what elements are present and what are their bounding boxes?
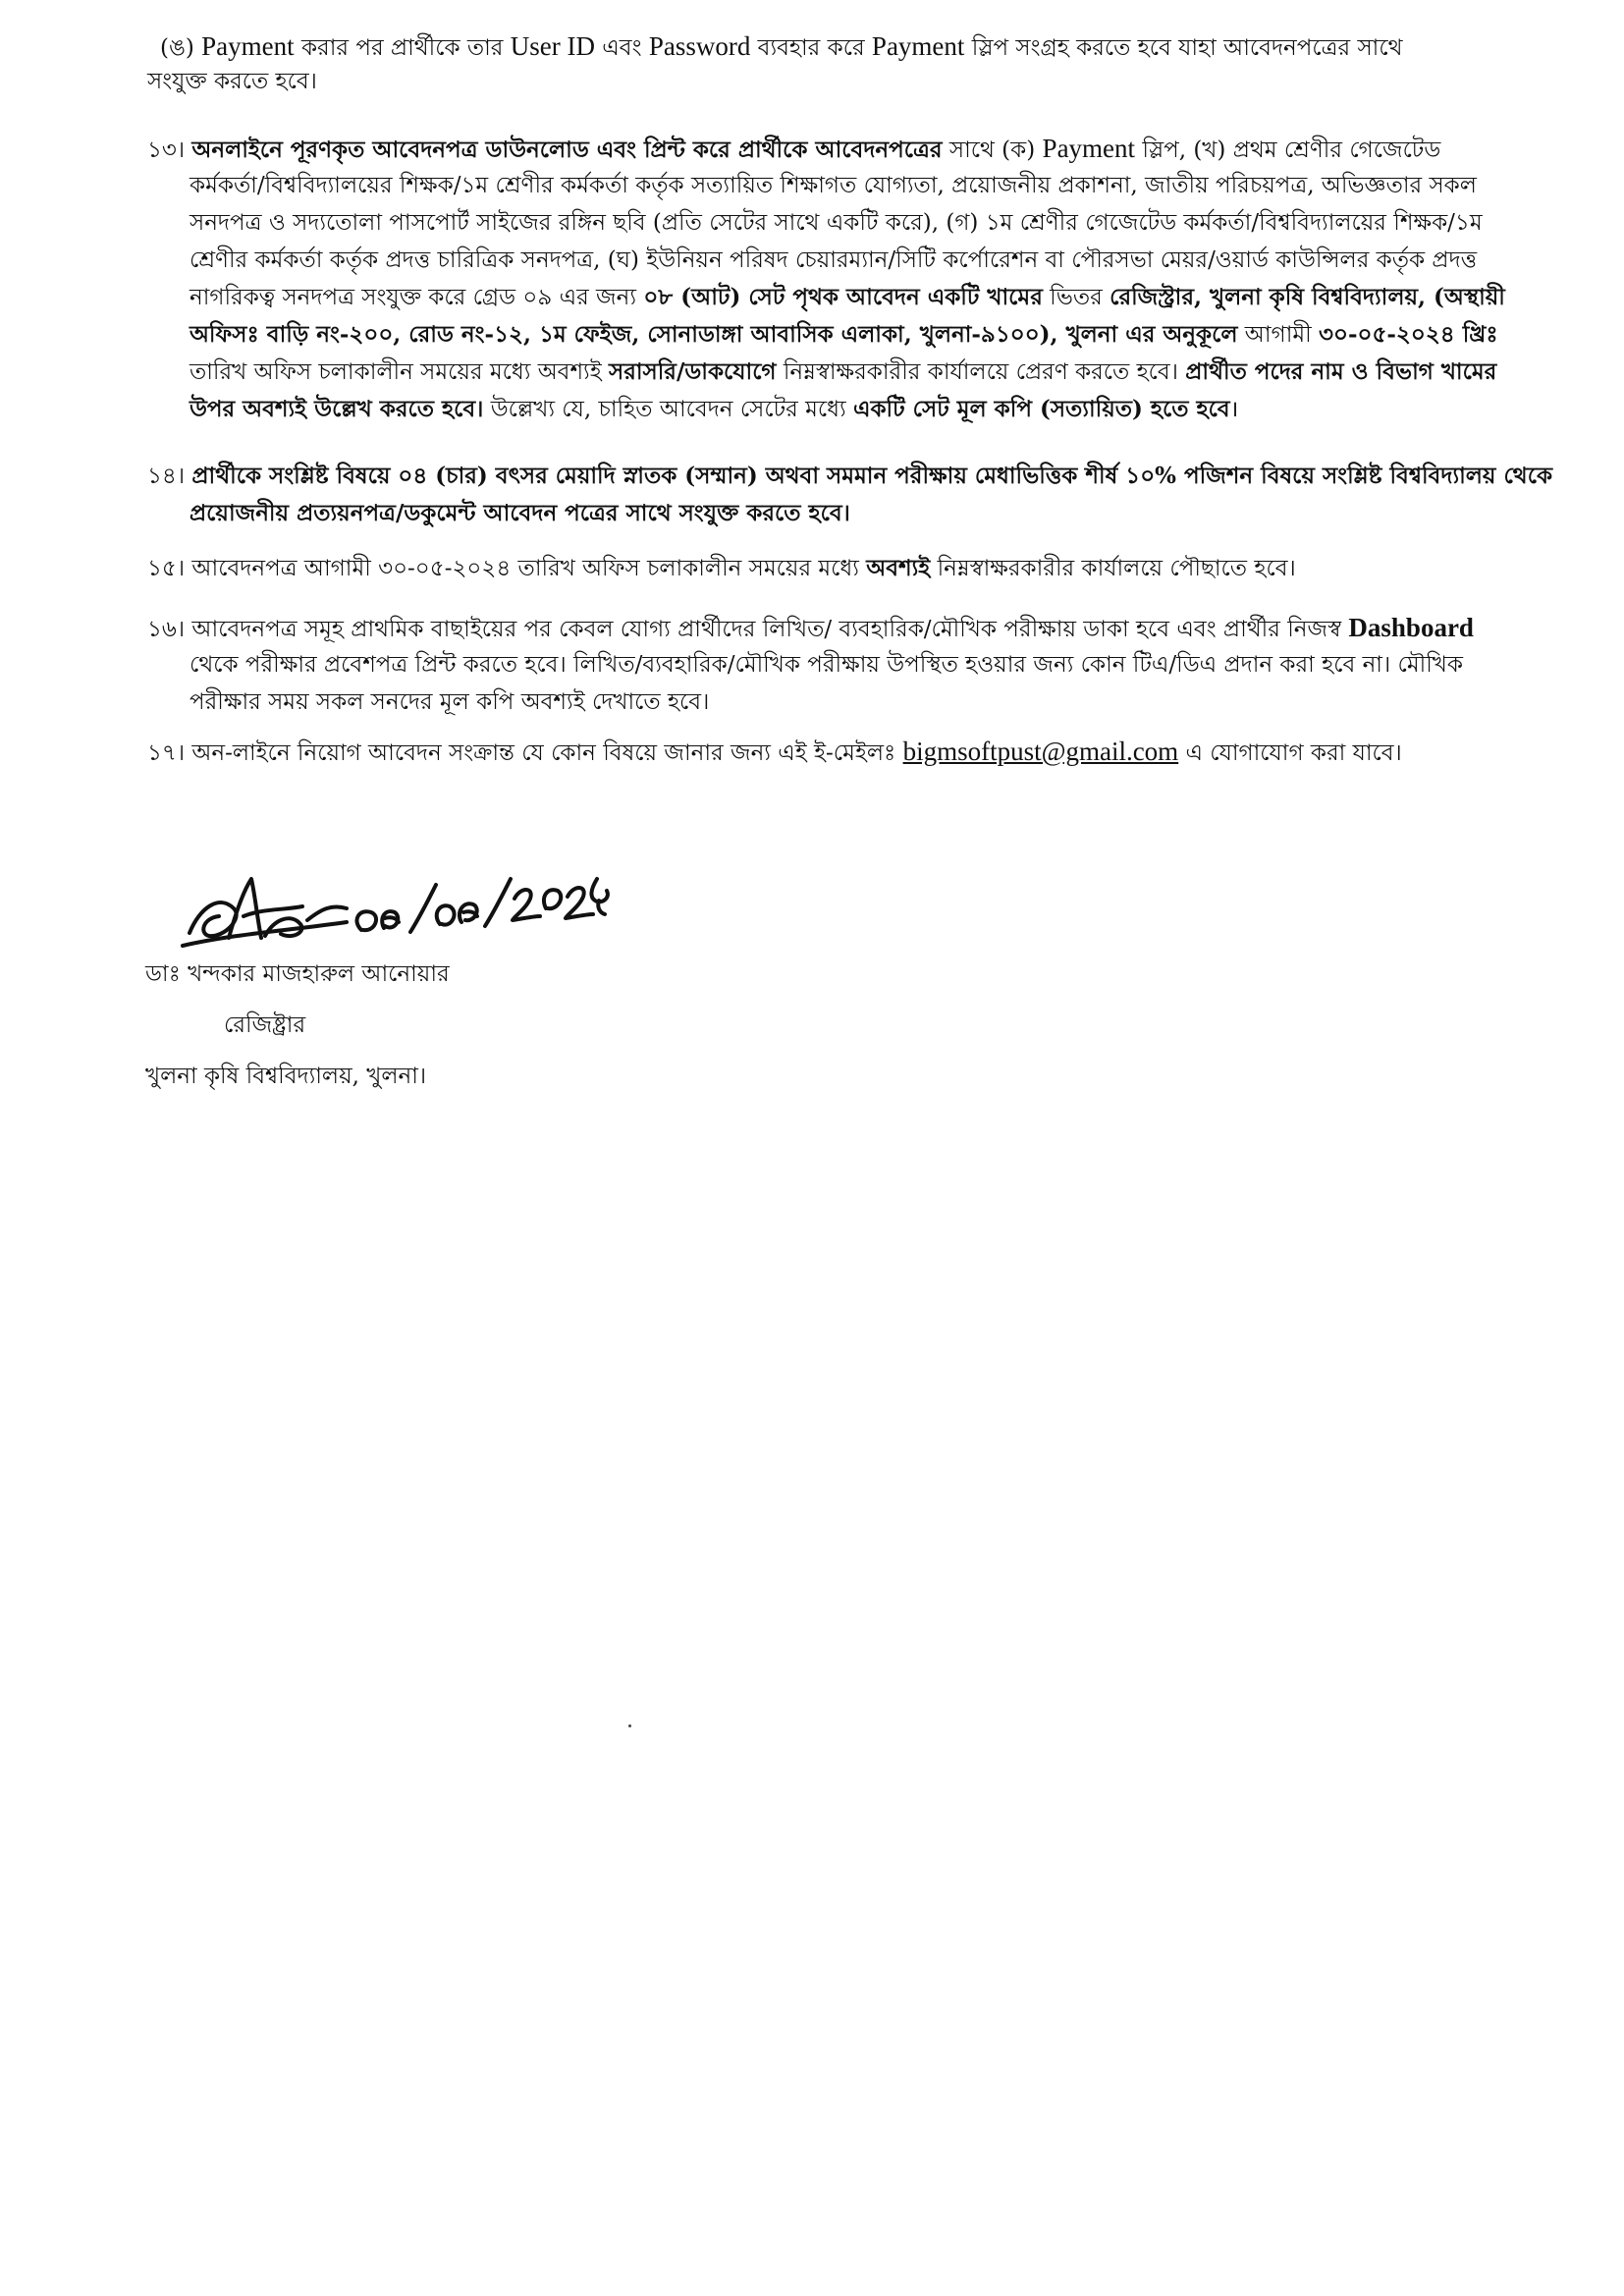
password-word: Password [648,31,751,61]
item17-line-1 [147,735,1402,770]
user-id-word: User ID [510,31,595,61]
item16-line-3: পরীক্ষার সময় সকল সনদের মূল কপি অবশ্যই দেখাতে হবে। [189,689,710,715]
item13-bold-text: ০৮ (আট) সেট পৃথক আবেদন একটি খামের [643,284,1043,310]
item13-bold-text: ৩০-০৫-২০২৪ খ্রিঃ [1319,321,1498,348]
item13-bold-text: অনলাইনে পূরণকৃত আবেদনপত্র ডাউনলোড এবং প্রিন্ট করে প্রার্থীকে আবেদনপত্রের [191,137,943,163]
item13-line-8 [189,393,1238,426]
item15-bold-text: অবশ্যই [866,555,931,581]
item13-line-6 [189,318,1498,352]
item15-number: ১৫। [147,556,186,581]
item13-text: । [1229,397,1239,422]
item-note-text: এবং [594,35,649,61]
item13-text: আগামী [1237,322,1320,348]
item13-line-1 [147,132,1440,167]
item13-text: নাগরিকত্ব সনদপত্র সংযুক্ত করে গ্রেড ০৯ এর জন্য [189,285,644,310]
stray-dot [628,1724,631,1727]
item17-text: এ যোগাযোগ করা যাবে। [1178,740,1402,766]
item15-text: আবেদনপত্র আগামী ৩০-০৫-২০২৪ তারিখ অফিস চলাকালীন সময়ের মধ্যে [191,556,867,581]
item16-line-2: থেকে পরীক্ষার প্রবেশপত্র প্রিন্ট করতে হবে। লিখিত/ব্যবহারিক/মৌখিক পরীক্ষায় উপস্থিত হওয়ার জন্য কোন টিএ/ডিএ প্রদান করা হবে না। মৌখিক [189,652,1463,678]
signatory-title: রেজিষ্ট্রার [224,1012,306,1038]
item-note-line-1 [160,29,1403,65]
item17-number: ১৭। [147,740,186,766]
item13-text: সাথে (ক) [942,137,1043,163]
email-link[interactable]: bigmsoftpust@gmail.com [902,737,1179,766]
signatory-name: ডাঃ খন্দকার মাজহারুল আনোয়ার [145,961,450,987]
payment-word: Payment [1042,134,1136,163]
item-note-prefix: (ঙ) [160,35,194,61]
item13-bold-text: একটি সেট মূল কপি (সত্যায়িত) হতে হবে [852,396,1230,422]
item13-line-3: সনদপত্র ও সদ্যতোলা পাসপোর্ট সাইজের রঙ্গিন ছবি (প্রতি সেটের সাথে একটি করে), (গ) ১ম শ্রেণীর গেজেটেড কর্মকর্তা/বিশ্ববিদ্যালয়ের শিক্ষক/১ম [189,210,1483,236]
item13-bold-text: সরাসরি/ডাকযোগে [609,358,777,385]
payment-word: Payment [871,31,965,61]
item13-text: উল্লেখ্য যে, চাহিত আবেদন সেটের মধ্যে [483,397,853,422]
item14-line-2: প্রয়োজনীয় প্রত্যয়নপত্র/ডকুমেন্ট আবেদন পত্রের সাথে সংযুক্ত করতে হবে। [189,500,850,526]
item13-text: নিম্নস্বাক্ষরকারীর কার্যালয়ে প্রেরণ করতে হবে। [776,359,1186,385]
item13-line-2: কর্মকর্তা/বিশ্ববিদ্যালয়ের শিক্ষক/১ম শ্রেণীর কর্মকর্তা কর্তৃক সত্যায়িত শিক্ষাগত যোগ্যতা, প্রয়োজনীয় প্রকাশনা, জাতীয় পরিচয়পত্র, অভিজ্ঞতার সকল [189,173,1477,198]
item13-text: তারিখ অফিস চলাকালীন সময়ের মধ্যে অবশ্যই [189,359,609,385]
item16-line-1 [147,611,1474,646]
item-note-line-2: সংযুক্ত করতে হবে। [147,69,317,94]
handwritten-signature [175,840,617,962]
item15-line-1 [147,552,1296,585]
item13-bold-text: রেজিস্ট্রার, খুলনা কৃষি বিশ্ববিদ্যালয়, (অস্থায়ী [1110,284,1505,310]
item-note-text: স্লিপ সংগ্রহ করতে হবে যাহা আবেদনপত্রের সাথে [964,35,1403,61]
item14-bold-text: প্রার্থীকে সংশ্লিষ্ট বিষয়ে ০৪ (চার) বৎসর মেয়াদি স্নাতক (সম্মান) অথবা সমমান পরীক্ষায় মেধাভিত্তিক শীর্ষ ১০% পজিশন বিষয়ে সংশ্লিষ্ট বিশ্ববিদ্যালয় থেকে [191,463,1553,489]
item13-bold-text: অফিসঃ বাড়ি নং-২০০, রোড নং-১২, ১ম ফেইজ, সোনাডাঙ্গা আবাসিক এলাকা, খুলনা-৯১০০), খুলনা এর অনুকূলে [189,321,1238,348]
item16-text: আবেদনপত্র সমূহ প্রাথমিক বাছাইয়ের পর কেবল যোগ্য প্রার্থীদের লিখিত/ ব্যবহারিক/মৌখিক পরীক্ষায় ডাকা হবে এবং প্রার্থীর নিজস্ব [191,617,1349,642]
item-note-text: ব্যবহার করে [750,35,872,61]
item13-text: স্লিপ, (খ) প্রথম শ্রেণীর গেজেটেড [1135,137,1441,163]
dashboard-word: Dashboard [1348,613,1474,642]
item13-text: ভিতর [1042,285,1110,310]
item13-bold-text: উপর অবশ্যই উল্লেখ করতে হবে। [189,396,484,422]
signatory-organization: খুলনা কৃষি বিশ্ববিদ্যালয়, খুলনা। [145,1064,427,1089]
item13-line-4: শ্রেণীর কর্মকর্তা কর্তৃক প্রদত্ত চারিত্রিক সনদপত্র, (ঘ) ইউনিয়ন পরিষদ চেয়ারম্যান/সিটি কর্পোরেশন বা পৌরসভা মেয়র/ওয়ার্ড কাউন্সিলর কর্তৃক প্রদত্ত [189,247,1478,273]
payment-word: Payment [201,31,295,61]
item16-number: ১৬। [147,617,186,642]
item14-number: ১৪। [147,464,186,489]
item13-line-7 [189,355,1496,389]
item-note-text: করার পর প্রার্থীকে তার [294,35,511,61]
item13-line-5 [189,281,1505,314]
item13-number: ১৩। [147,137,186,163]
item13-bold-text: প্রার্থীত পদের নাম ও বিভাগ খামের [1185,358,1497,385]
item14-line-1 [147,460,1552,493]
item17-text: অন-লাইনে নিয়োগ আবেদন সংক্রান্ত যে কোন বিষয়ে জানার জন্য এই ই-মেইলঃ [191,740,903,766]
item15-text: নিম্নস্বাক্ষরকারীর কার্যালয়ে পৌছাতে হবে। [930,556,1296,581]
